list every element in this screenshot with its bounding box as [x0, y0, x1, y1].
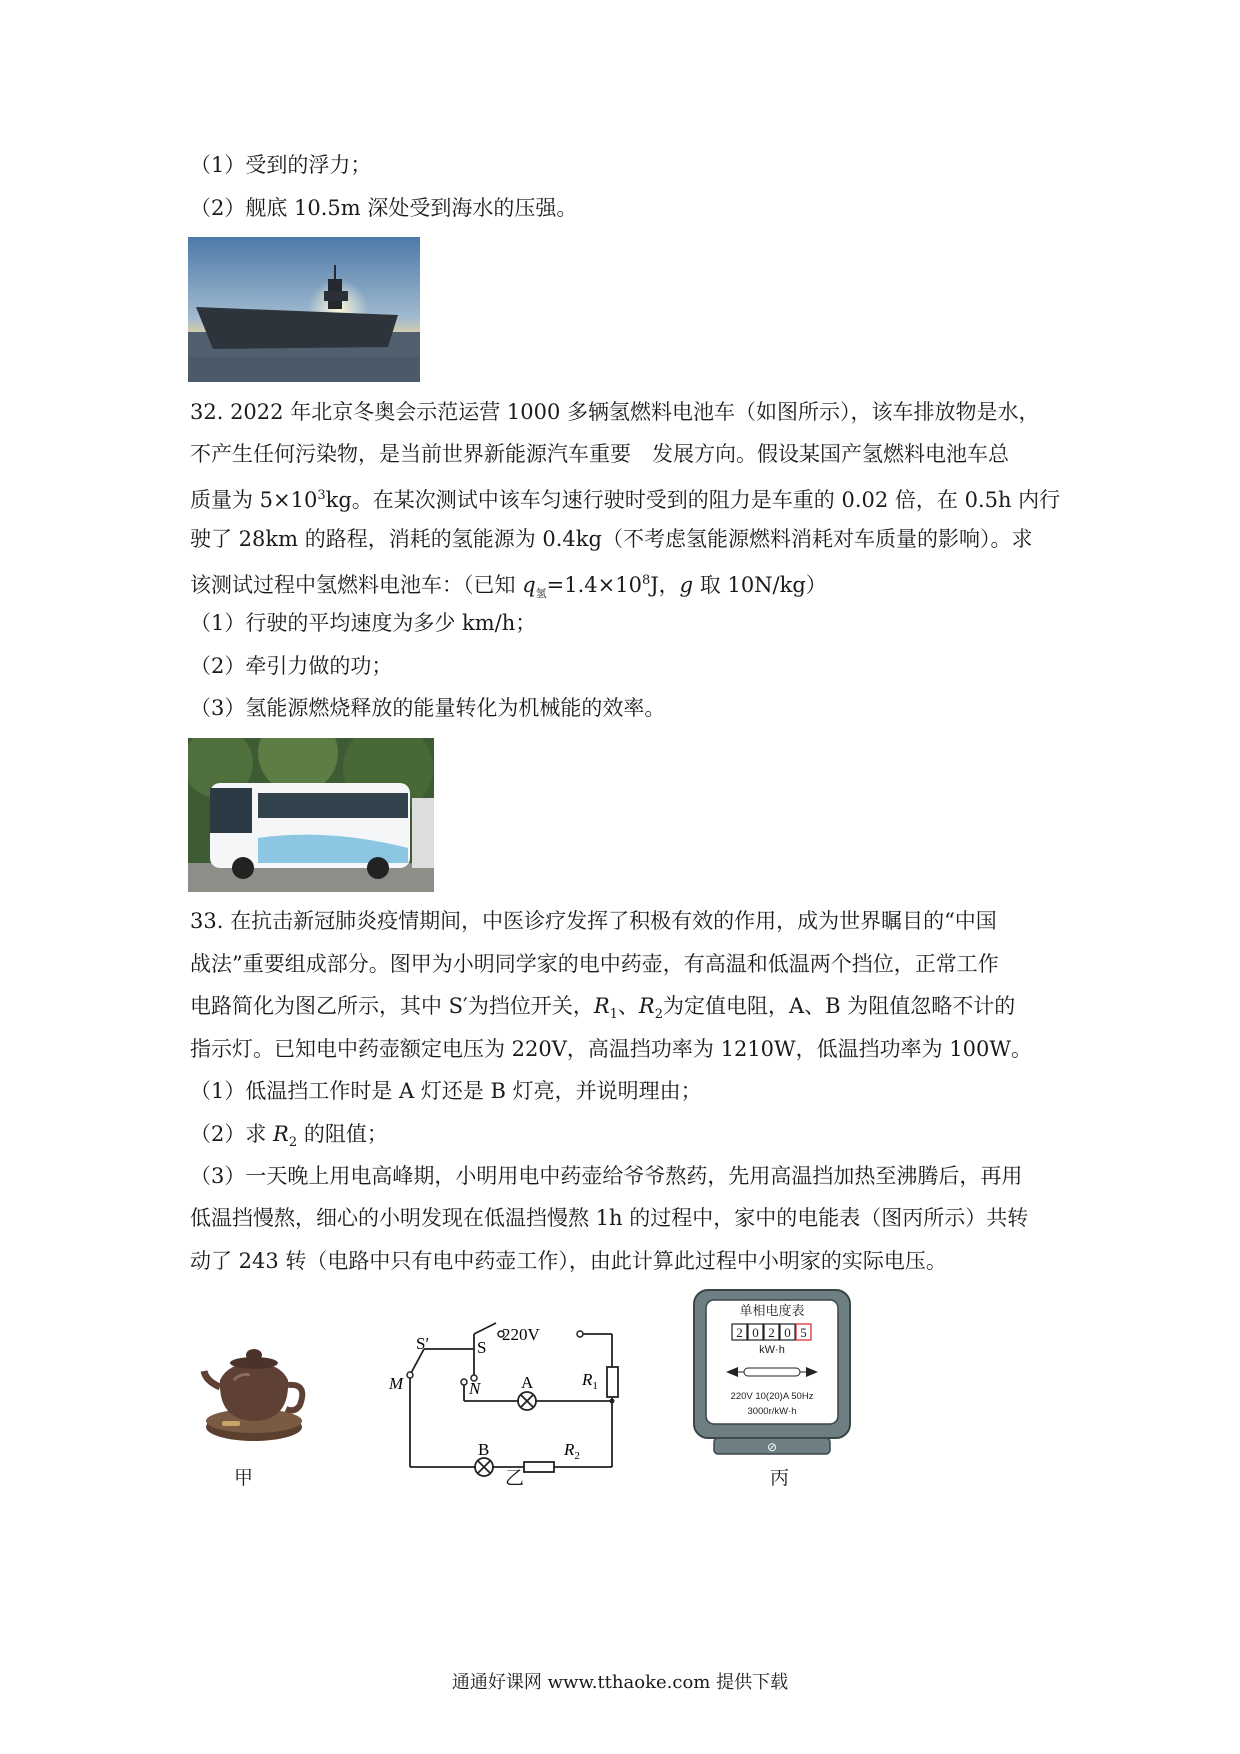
meter-digit: 5 — [800, 1325, 807, 1340]
q33-line2: 战法”重要组成部分。图甲为小明同学家的电中药壶，有高温和低温两个挡位，正常工作 — [190, 952, 999, 976]
q32-line3 — [190, 481, 1060, 515]
caption-bing: 丙 — [770, 1467, 790, 1489]
q33-r1: R — [593, 994, 610, 1018]
q32-line5-d: 取 10N/kg） — [693, 573, 827, 597]
q33-sub2-a: （2）求 — [190, 1122, 274, 1146]
q32-sub1: （1）行驶的平均速度为多少 km/h； — [190, 611, 537, 635]
q32-line2: 不产生任何污染物，是当前世界新能源汽车重要 发展方向。假设某国产氢燃料电池车总 — [190, 442, 1009, 466]
q33-r1-sub: 1 — [609, 1007, 618, 1023]
circuit-label-r2 — [563, 1440, 580, 1462]
q33-sub1: （1）低温挡工作时是 A 灯还是 B 灯亮，并说明理由； — [190, 1079, 702, 1103]
q32-sub2: （2）牵引力做的功； — [190, 654, 393, 678]
q33-sub2-r: R — [273, 1122, 289, 1146]
aircraft-carrier-photo — [188, 237, 420, 382]
q32-line5-sub: 氢 — [535, 587, 547, 601]
meter-digit: 2 — [768, 1325, 775, 1340]
meter-title: 单相电度表 — [739, 1303, 805, 1318]
q33-r2-sub: 2 — [654, 1007, 664, 1023]
meter-digits — [732, 1324, 811, 1340]
q33-sub2-rsub: 2 — [288, 1135, 298, 1151]
q33-line3-b: 为定值电阻，A、B 为阻值忽略不计的 — [663, 994, 1016, 1018]
q33-line6: 动了 243 转（电路中只有电中药壶工作），由此计算此过程中小明家的实际电压。 — [190, 1249, 947, 1273]
q32-line5-q: q — [522, 573, 536, 597]
q33-sub3: （3）一天晚上用电高峰期，小明用电中药壶给爷爷熬药，先用高温挡加热至沸腾后，再用 — [190, 1164, 1023, 1188]
q33-line4: 指示灯。已知电中药壶额定电压为 220V，高温挡功率为 1210W，低温挡功率为 100W。 — [190, 1037, 1032, 1061]
q32-line5-g: g — [679, 573, 694, 597]
q32-line5 — [190, 566, 827, 609]
q33-line3-a: 电路简化为图乙所示，其中 S′为挡位开关， — [190, 994, 594, 1018]
q32-line3-a: 质量为 5×10 — [190, 488, 318, 512]
medicine-kettle-image — [200, 1335, 308, 1447]
caption-yi: 乙 — [505, 1467, 525, 1489]
circuit-label-220v: 220V — [502, 1325, 540, 1344]
electric-meter — [692, 1288, 852, 1464]
q32-line5-b: =1.4×10 — [546, 573, 642, 597]
q32-line3-b: kg。在某次测试中该车匀速行驶时受到的阻力是车重的 0.02 倍，在 0.5h 内行 — [325, 488, 1061, 512]
q33-line3-mid: 、 — [617, 994, 639, 1018]
circuit-label-s: S — [477, 1338, 487, 1357]
circuit-label-b: B — [478, 1440, 490, 1459]
circuit-label-r1 — [581, 1370, 598, 1392]
q32-line1: 32. 2022 年北京冬奥会示范运营 1000 多辆氢燃料电池车（如图所示），该车排放物是水， — [190, 400, 1040, 424]
circuit-label-a: A — [521, 1373, 534, 1392]
meter-unit: kW·h — [759, 1344, 785, 1356]
meter-rate: 3000r/kW·h — [747, 1406, 797, 1417]
circuit-label-m: M — [389, 1374, 404, 1393]
q32-line5-sup: 8 — [641, 573, 651, 588]
q32-line3-sup: 3 — [317, 488, 326, 503]
q33-line1: 33. 在抗击新冠肺炎疫情期间，中医诊疗发挥了积极有效的作用，成为世界瞩目的“中国 — [190, 909, 997, 933]
q32-sub3: （3）氢能源燃烧释放的能量转化为机械能的效率。 — [190, 696, 666, 720]
q31-sub2: （2）舰底 10.5m 深处受到海水的压强。 — [190, 196, 578, 220]
q33-r2: R — [638, 994, 655, 1018]
circuit-r2-letter: R — [564, 1440, 575, 1459]
meter-spec: 220V 10(20)A 50Hz — [730, 1391, 814, 1402]
circuit-r1-letter: R — [582, 1370, 593, 1389]
q33-line3 — [190, 991, 1015, 1030]
q32-line4: 驶了 28km 的路程，消耗的氢能源为 0.4kg（不考虑氢能源燃料消耗对车质量的影响）。求 — [190, 527, 1033, 551]
hydrogen-bus-photo — [188, 738, 434, 892]
q33-sub2 — [190, 1119, 388, 1158]
circuit-diagram — [380, 1315, 640, 1485]
meter-knob-icon: ⊘ — [766, 1440, 778, 1454]
q32-line5-a: 该测试过程中氢燃料电池车：（已知 — [190, 573, 523, 597]
circuit-label-n: N — [469, 1379, 481, 1398]
circuit-r2-sub: 2 — [574, 1450, 580, 1462]
q31-sub1: （1）受到的浮力； — [190, 153, 372, 177]
page-footer: 通通好课网 www.tthaoke.com 提供下载 — [451, 1672, 789, 1693]
q32-line5-c: J， — [650, 573, 680, 597]
meter-digit: 2 — [736, 1325, 743, 1340]
caption-jia: 甲 — [234, 1467, 254, 1489]
meter-digit: 0 — [752, 1325, 759, 1340]
q33-line5: 低温挡慢熬，细心的小明发现在低温挡慢熬 1h 的过程中，家中的电能表（图丙所示）共转 — [190, 1206, 1029, 1230]
meter-digit: 0 — [784, 1325, 791, 1340]
q33-sub2-b: 的阻值； — [297, 1122, 388, 1146]
circuit-r1-sub: 1 — [592, 1380, 598, 1392]
circuit-label-sprime: S′ — [416, 1334, 430, 1353]
